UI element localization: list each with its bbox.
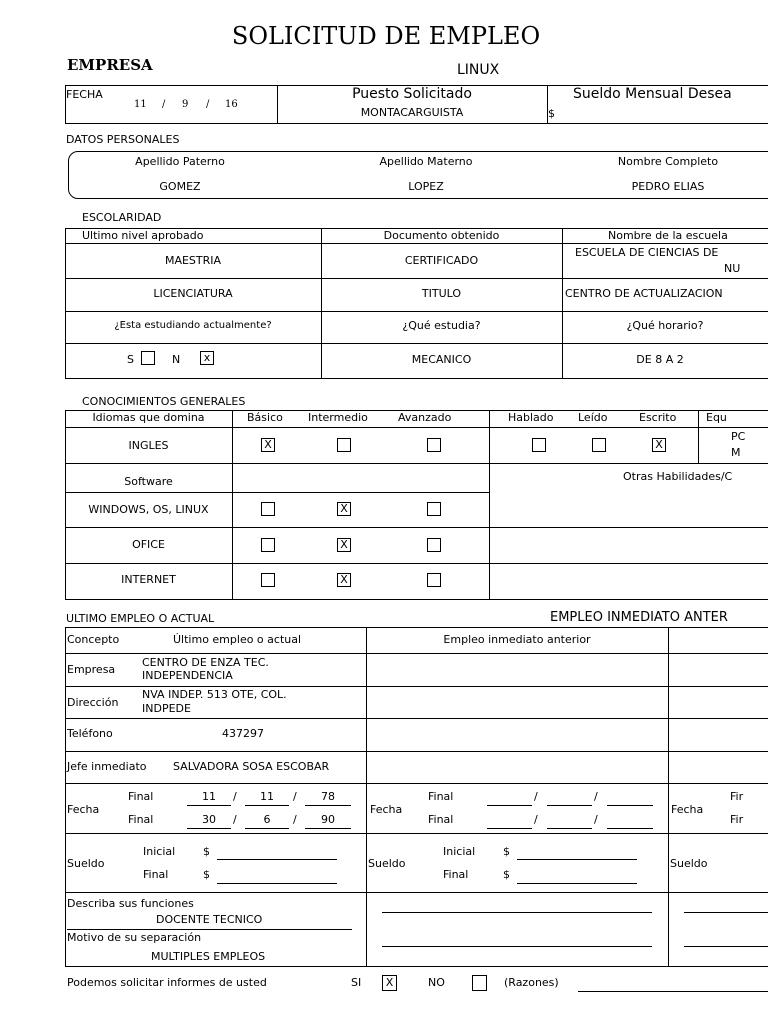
date1-sep-1: /	[233, 790, 237, 803]
studies-value[interactable]: MECANICO	[411, 353, 472, 366]
school-section-label: ESCOLARIDAD	[82, 211, 162, 224]
school-name-2[interactable]: CENTRO DE ACTUALIZACION	[565, 287, 723, 300]
final-label-3: Final	[428, 790, 454, 803]
school-doc-1[interactable]: CERTIFICADO	[404, 254, 479, 267]
direccion-row-label: Dirección	[67, 696, 119, 709]
jefe-value[interactable]: SALVADORA SOSA ESCOBAR	[173, 760, 330, 773]
date3-sep-2: /	[594, 790, 598, 803]
lang-basic-checkbox[interactable]: X	[261, 438, 275, 452]
other-skills-header: Otras Habilidades/C	[623, 470, 733, 483]
empresa-value[interactable]: LINUX	[457, 62, 500, 78]
sueldo-final-line-1[interactable]	[217, 883, 337, 884]
software-3-advanced-checkbox[interactable]	[427, 573, 441, 587]
previous-job-header: Empleo inmediato anterior	[443, 633, 591, 646]
equipment-line1[interactable]: PC	[731, 430, 746, 443]
concept-header: Concepto	[67, 633, 120, 646]
lang-header: Idiomas que domina	[92, 411, 205, 424]
inicial-label-1: Inicial	[143, 845, 176, 858]
final-label-2: Final	[128, 813, 154, 826]
software-name-3: INTERNET	[121, 573, 176, 586]
puesto-label: Puesto Solicitado	[352, 86, 472, 102]
sueldo-row-label: Sueldo	[67, 857, 105, 870]
school-name-1-line2[interactable]: NU	[724, 262, 741, 275]
employment-section-label: ULTIMO EMPLEO O ACTUAL	[66, 612, 215, 625]
fecha-sep-1: /	[162, 99, 166, 110]
fecha-sep-2: /	[206, 99, 210, 110]
direccion-line1[interactable]: NVA INDEP. 513 OTE, COL.	[142, 688, 287, 701]
date1-month[interactable]: 11	[260, 790, 274, 803]
sueldo-row-label-3: Sueldo	[670, 857, 708, 870]
sueldo-deseado-currency[interactable]: $	[548, 107, 555, 120]
sueldo-inicial-line-2[interactable]	[517, 859, 637, 860]
what-studies-question: ¿Qué estudia?	[402, 319, 481, 332]
date2-day[interactable]: 30	[202, 813, 216, 826]
apellido-paterno-label: Apellido Paterno	[135, 155, 225, 168]
schedule-question: ¿Qué horario?	[626, 319, 704, 332]
last-job-header: Último empleo o actual	[173, 633, 302, 646]
sueldo-row-label-2: Sueldo	[368, 857, 406, 870]
inicial-label-2: Inicial	[443, 845, 476, 858]
language-name: INGLES	[128, 439, 169, 452]
fecha-row-label: Fecha	[67, 803, 100, 816]
date2-sep-1: /	[233, 813, 237, 826]
references-question: Podemos solicitar informes de usted	[67, 976, 267, 989]
read-header: Leído	[578, 411, 608, 424]
employment-section-right-label: EMPLEO INMEDIATO ANTER	[550, 610, 728, 625]
puesto-value[interactable]: MONTACARGUISTA	[360, 106, 464, 119]
date3-sep-1: /	[534, 790, 538, 803]
apellido-materno-value[interactable]: LOPEZ	[408, 180, 444, 193]
software-2-advanced-checkbox[interactable]	[427, 538, 441, 552]
jefe-row-label: Jefe inmediato	[67, 760, 147, 773]
page-title: SOLICITUD DE EMPLEO	[231, 22, 541, 50]
date2-month[interactable]: 6	[263, 813, 271, 826]
equipment-line2[interactable]: M	[731, 446, 741, 459]
lang-intermediate-checkbox[interactable]	[337, 438, 351, 452]
final-label-1: Final	[128, 790, 154, 803]
lang-spoken-checkbox[interactable]	[532, 438, 546, 452]
date1-day[interactable]: 11	[202, 790, 216, 803]
lang-written-checkbox[interactable]: X	[652, 438, 666, 452]
date2-sep-2: /	[293, 813, 297, 826]
studying-n-checkbox[interactable]: x	[200, 351, 214, 365]
studying-n-label: N	[172, 353, 181, 366]
software-3-basic-checkbox[interactable]	[261, 573, 275, 587]
school-name-1-line1[interactable]: ESCUELA DE CIENCIAS DE	[575, 246, 719, 259]
direccion-line2[interactable]: INDPEDE	[142, 702, 191, 715]
knowledge-section-label: CONOCIMIENTOS GENERALES	[82, 395, 246, 408]
references-si-checkbox[interactable]: X	[382, 975, 397, 991]
apellido-paterno-value[interactable]: GOMEZ	[159, 180, 201, 193]
software-name-1: WINDOWS, OS, LINUX	[88, 503, 209, 516]
motivo-value[interactable]: MULTIPLES EMPLEOS	[151, 950, 266, 963]
school-level-1[interactable]: MAESTRIA	[164, 254, 222, 267]
schedule-value[interactable]: DE 8 A 2	[636, 353, 684, 366]
fecha-label: FECHA	[66, 88, 103, 101]
sueldo-currency-3: $	[503, 845, 510, 858]
date1-sep-2: /	[293, 790, 297, 803]
telefono-row-label: Teléfono	[67, 727, 113, 740]
lang-read-checkbox[interactable]	[592, 438, 606, 452]
school-name-header: Nombre de la escuela	[608, 229, 728, 242]
telefono-value[interactable]: 437297	[222, 727, 264, 740]
final-label-8: Final	[443, 868, 469, 881]
final-label-7: Final	[143, 868, 169, 881]
motivo-label: Motivo de su separación	[67, 931, 202, 944]
sueldo-final-line-2[interactable]	[517, 883, 637, 884]
final-label-6: Fir	[730, 813, 744, 826]
sueldo-deseado-label: Sueldo Mensual Desea	[573, 86, 732, 102]
studying-question: ¿Esta estudiando actualmente?	[114, 320, 272, 331]
personal-section-label: DATOS PERSONALES	[66, 133, 180, 146]
fecha-row-label-2: Fecha	[370, 803, 403, 816]
fecha-row-label-3: Fecha	[671, 803, 704, 816]
empresa-line2[interactable]: INDEPENDENCIA	[142, 669, 233, 682]
school-level-2[interactable]: LICENCIATURA	[153, 287, 233, 300]
date4-sep-1: /	[534, 813, 538, 826]
software-2-intermediate-checkbox[interactable]: X	[337, 538, 351, 552]
spoken-header: Hablado	[508, 411, 554, 424]
date2-year[interactable]: 90	[321, 813, 335, 826]
references-reasons-line[interactable]	[578, 991, 768, 992]
software-1-intermediate-checkbox[interactable]: X	[337, 502, 351, 516]
software-3-intermediate-checkbox[interactable]: X	[337, 573, 351, 587]
references-no-label: NO	[428, 976, 445, 989]
fecha-year[interactable]: 16	[225, 99, 238, 110]
final-label-4: Final	[428, 813, 454, 826]
date1-year[interactable]: 78	[321, 790, 335, 803]
studying-s-label: S	[127, 353, 134, 366]
school-doc-2[interactable]: TITULO	[421, 287, 462, 300]
school-doc-header: Documento obtenido	[383, 229, 500, 242]
basic-header: Básico	[247, 411, 283, 424]
sueldo-currency-1: $	[203, 845, 210, 858]
empresa-row-label: Empresa	[67, 663, 116, 676]
sueldo-currency-4: $	[503, 868, 510, 881]
advanced-header: Avanzado	[398, 411, 452, 424]
software-1-advanced-checkbox[interactable]	[427, 502, 441, 516]
fecha-day[interactable]: 11	[134, 99, 147, 110]
software-header: Software	[124, 475, 173, 488]
date4-sep-2: /	[594, 813, 598, 826]
school-level-header: Ultimo nivel aprobado	[82, 229, 204, 242]
studying-s-checkbox[interactable]	[141, 351, 155, 365]
references-no-checkbox[interactable]	[472, 975, 487, 991]
software-name-2: OFICE	[132, 538, 165, 551]
final-label-5: Fir	[730, 790, 744, 803]
empresa-line1[interactable]: CENTRO DE ENZA TEC.	[142, 656, 269, 669]
sueldo-inicial-line-1[interactable]	[217, 859, 337, 860]
fecha-month[interactable]: 9	[182, 99, 189, 110]
empresa-label: EMPRESA	[67, 56, 153, 74]
apellido-materno-label: Apellido Materno	[379, 155, 473, 168]
software-1-basic-checkbox[interactable]	[261, 502, 275, 516]
lang-advanced-checkbox[interactable]	[427, 438, 441, 452]
software-2-basic-checkbox[interactable]	[261, 538, 275, 552]
nombre-completo-label: Nombre Completo	[617, 155, 719, 168]
equipment-header: Equ	[706, 411, 727, 424]
funciones-value[interactable]: DOCENTE TECNICO	[156, 913, 263, 926]
nombre-completo-value[interactable]: PEDRO ELIAS	[631, 180, 705, 193]
written-header: Escrito	[639, 411, 677, 424]
funciones-label: Describa sus funciones	[67, 897, 194, 910]
references-si-label: SI	[351, 976, 362, 989]
references-reasons-label: (Razones)	[504, 976, 559, 989]
sueldo-currency-2: $	[203, 868, 210, 881]
intermediate-header: Intermedio	[308, 411, 368, 424]
